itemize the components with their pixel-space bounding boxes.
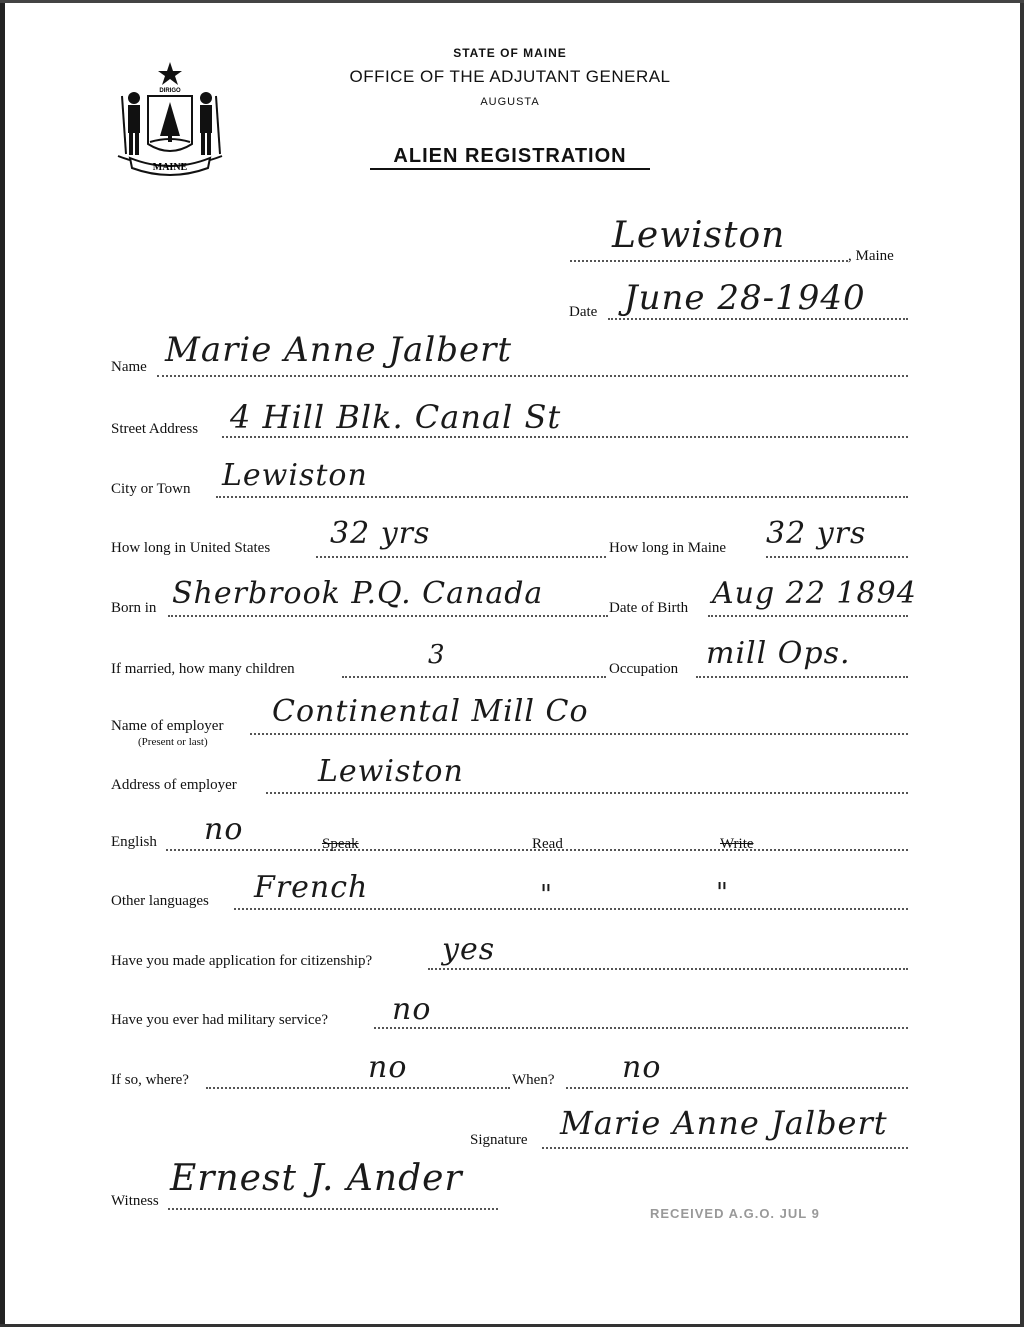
- employer-address-label: Address of employer: [111, 777, 237, 793]
- citizenship-label: Have you made application for citizenship?: [111, 953, 373, 969]
- other-languages-line: [234, 908, 908, 910]
- other-languages-write-mark: ": [716, 878, 729, 908]
- us-duration-value: 32 yrs: [330, 516, 431, 551]
- form-title: ALIEN REGISTRATION: [393, 145, 627, 167]
- place-value: Lewiston: [612, 215, 786, 256]
- dob-value: Aug 22 1894: [712, 576, 917, 611]
- children-line: [342, 676, 606, 678]
- street-value: 4 Hill Blk. Canal St: [230, 398, 562, 436]
- english-write-label: Write: [720, 836, 754, 852]
- city-label: City or Town: [111, 481, 191, 497]
- signature-value: Marie Anne Jalbert: [560, 1104, 888, 1142]
- other-languages-label: Other languages: [111, 893, 209, 909]
- name-label: Name: [111, 359, 147, 375]
- scan-edge-top: [0, 0, 1024, 3]
- other-languages-read-mark: ": [540, 880, 553, 910]
- signature-line: [542, 1147, 908, 1149]
- occupation-value: mill Ops.: [706, 636, 851, 671]
- received-stamp: RECEIVED A.G.O. JUL 9: [650, 1206, 820, 1221]
- english-speak-label: Speak: [322, 836, 359, 852]
- street-label: Street Address: [111, 421, 199, 437]
- english-value: no: [204, 812, 244, 847]
- place-line: [570, 260, 848, 262]
- citizenship-line: [428, 968, 908, 970]
- scan-edge-left: [0, 0, 5, 1327]
- header-state: STATE OF MAINE: [453, 46, 567, 60]
- header-office: OFFICE OF THE ADJUTANT GENERAL: [349, 67, 671, 86]
- born-line: [168, 615, 608, 617]
- employer-address-line: [266, 792, 908, 794]
- born-value: Sherbrook P.Q. Canada: [172, 576, 544, 611]
- date-line: [608, 318, 908, 320]
- employer-sublabel: (Present or last): [138, 736, 208, 748]
- maine-duration-line: [766, 556, 908, 558]
- where-value: no: [368, 1050, 408, 1085]
- seal-text: MAINE: [152, 162, 188, 173]
- occupation-label: Occupation: [609, 661, 679, 677]
- english-read-label: Read: [532, 836, 563, 852]
- born-label: Born in: [111, 600, 157, 616]
- when-value: no: [622, 1050, 662, 1085]
- dob-line: [708, 615, 908, 617]
- name-line: [157, 375, 908, 377]
- maine-duration-label: How long in Maine: [609, 540, 727, 556]
- maine-duration-value: 32 yrs: [766, 516, 867, 551]
- svg-text:DIRIGO: DIRIGO: [159, 88, 181, 94]
- employer-value: Continental Mill Co: [272, 694, 589, 729]
- employer-address-value: Lewiston: [318, 754, 464, 789]
- dob-label: Date of Birth: [609, 600, 689, 616]
- military-label: Have you ever had military service?: [111, 1012, 328, 1028]
- employer-line: [250, 733, 908, 735]
- when-label: When?: [512, 1072, 555, 1088]
- date-value: June 28-1940: [624, 278, 866, 318]
- when-line: [566, 1087, 908, 1089]
- us-duration-label: How long in United States: [111, 540, 271, 556]
- street-line: [222, 436, 908, 438]
- city-line: [216, 496, 908, 498]
- employer-label: Name of employer: [111, 718, 224, 734]
- military-value: no: [392, 992, 432, 1027]
- citizenship-value: yes: [442, 932, 496, 967]
- maine-state-seal-icon: [108, 58, 232, 182]
- name-value: Marie Anne Jalbert: [165, 330, 512, 370]
- other-languages-value: French: [254, 870, 369, 905]
- date-label: Date: [569, 304, 598, 320]
- scan-edge-right: [1020, 0, 1024, 1327]
- place-suffix: , Maine: [848, 248, 894, 264]
- occupation-line: [696, 676, 908, 678]
- city-value: Lewiston: [222, 458, 368, 493]
- header-city: AUGUSTA: [480, 96, 540, 108]
- children-label: If married, how many children: [111, 661, 295, 677]
- title-underline: [370, 168, 650, 170]
- us-duration-line: [316, 556, 606, 558]
- english-label: English: [111, 834, 157, 850]
- signature-label: Signature: [470, 1132, 528, 1148]
- military-line: [374, 1027, 908, 1029]
- where-line: [206, 1087, 510, 1089]
- witness-value: Ernest J. Ander: [170, 1158, 463, 1199]
- witness-label: Witness: [111, 1193, 159, 1209]
- where-label: If so, where?: [111, 1072, 189, 1088]
- witness-line: [168, 1208, 498, 1210]
- children-value: 3: [428, 640, 446, 670]
